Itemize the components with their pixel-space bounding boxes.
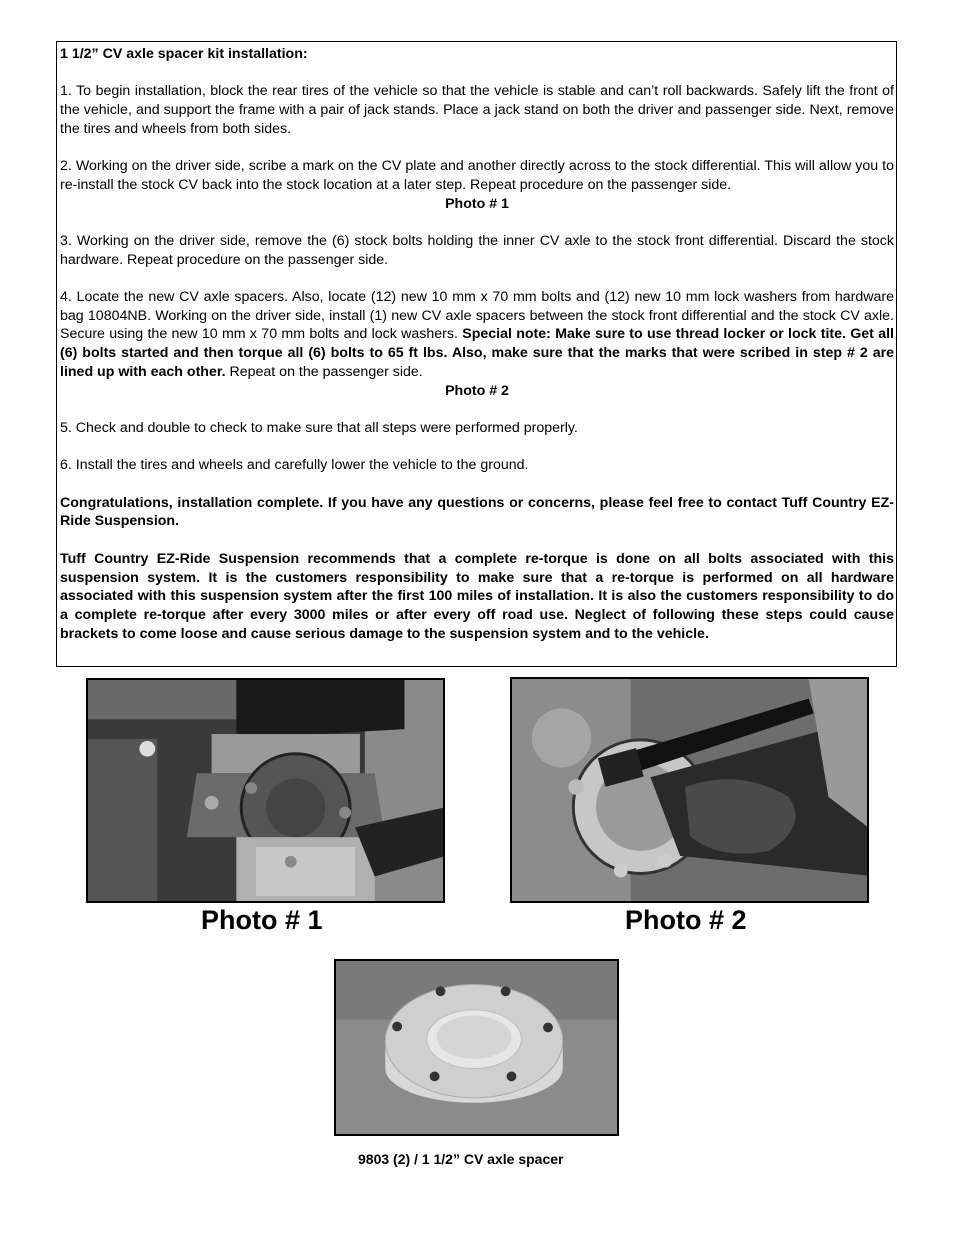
- spacer-caption: 9803 (2) / 1 1/2” CV axle spacer: [358, 1151, 564, 1167]
- step-5: 5. Check and double to check to make sure that all steps were performed properly.: [60, 419, 578, 436]
- step-3: 3. Working on the driver side, remove the (6) stock bolts holding the inner CV axle to the stock front differential. Discard the stock hardware. Repeat procedure on the passenger side.: [60, 232, 894, 268]
- instructions-content: [60, 45, 894, 643]
- retorque-note: Tuff Country EZ-Ride Suspension recommends that a complete re-torque is done on all bolts associated with this suspension system. It is the customers responsibility to make sure that a re-torque is performed on all hardware associated with this suspension system after the first 100 miles of installation. It is also the customers responsibility to do a complete re-torque after every 3000 miles or after every off road use. Neglect of following these steps could cause brackets to come loose and cause serious damage to the suspension system and to the vehicle.: [60, 550, 894, 642]
- step-4-end: Repeat on the passenger side.: [225, 363, 423, 380]
- instructions-box: [56, 41, 897, 667]
- step-4-text: 4. Locate the new CV axle spacers. Also, locate (12) new 10 mm x 70 mm bolts and (12) new 10 mm lock washers from hardware bag 10804NB. Working on the driver side, install (1) new CV axle spacers between the stock front differential and the stock CV axle. Secure using the new 10 mm x 70 mm bolts and lock washers.: [60, 289, 894, 343]
- photo-2-caption: Photo # 2: [625, 905, 747, 935]
- step-6: 6. Install the tires and wheels and carefully lower the vehicle to the ground.: [60, 457, 529, 474]
- step-2: 2. Working on the driver side, scribe a mark on the CV plate and another directly across to the stock differential. This will allow you to re-install the stock CV back into the stock location at a later step. Repeat procedure on the passenger side.: [60, 158, 894, 193]
- photo-2-image: [510, 677, 869, 903]
- photo-1-image: [86, 678, 445, 903]
- congratulations-note: Congratulations, installation complete. If you have any questions or concerns, please feel free to contact Tuff Country EZ-Ride Suspension.: [60, 494, 894, 530]
- step-2-photo-ref: Photo # 1: [445, 195, 509, 212]
- step-4: [60, 288, 894, 382]
- step-1: 1. To begin installation, block the rear tires of the vehicle so that the vehicle is stable and can’t roll backwards. Safely lift the front of the vehicle, and support the frame with a pair of jack stands. Place a jack stand on both the driver and passenger side. Next, remove the tires and wheels from both sides.: [60, 83, 894, 137]
- spacer-photo-image: [334, 959, 619, 1136]
- step-4-special-note: Special note: Make sure to use thread locker or lock tite. Get all (6) bolts started and then torque all (6) bolts to 65 ft lbs. Also, make sure that the marks that were scribed in step # 2 are lined up with each other.: [60, 326, 894, 380]
- step-4-photo-ref: Photo # 2: [445, 382, 509, 399]
- instructions-title: 1 1/2” CV axle spacer kit installation:: [60, 46, 308, 62]
- photo-1-caption: Photo # 1: [201, 905, 323, 935]
